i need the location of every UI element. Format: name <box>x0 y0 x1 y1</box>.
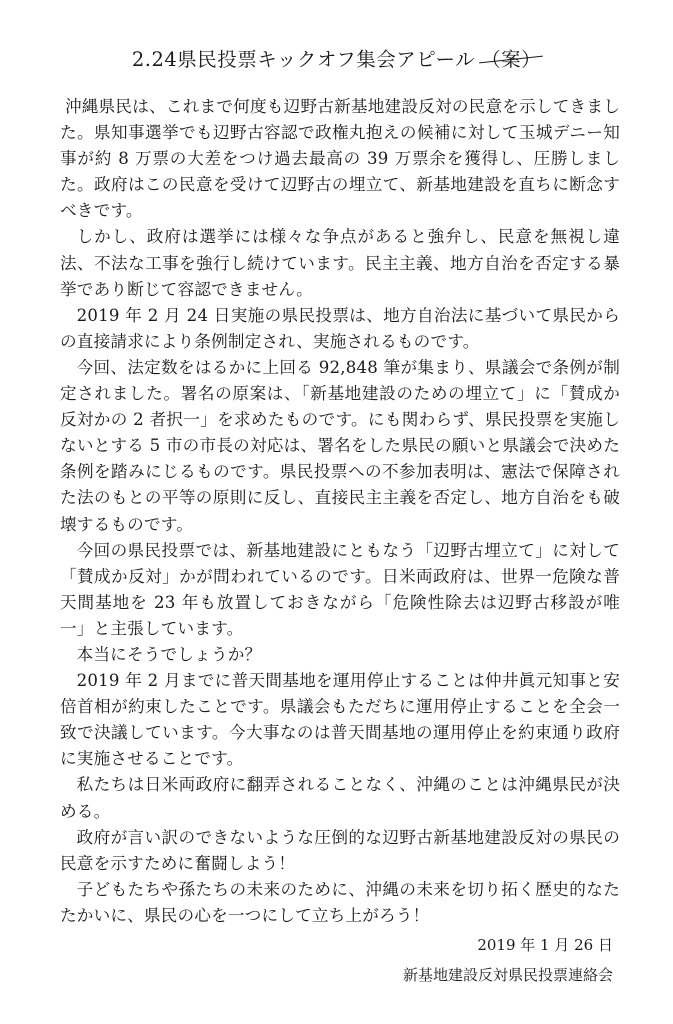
signature-block <box>403 930 613 990</box>
document-body <box>60 94 620 929</box>
paragraph: 2019 年 2 月 24 日実施の県民投票は、地方自治法に基づいて県民からの直接請求により条例制定され、実施されるものです。 <box>60 305 620 351</box>
paragraph: 沖縄県民は、これまで何度も辺野古新基地建設反対の民意を示してきました。県知事選挙でも辺野古容認で政権丸抱えの候補に対して玉城デニー知事が約 8 万票の大差をつけ過去最高の 39 万票余を獲得し、圧勝しました。政府はこの民意を受けて辺野古の埋立て、新基地建設を直ちに断念すべきです。 <box>60 97 620 221</box>
paragraph: 私たちは日米両政府に翻弄されることなく、沖縄のことは沖縄県民が決める。 <box>60 775 620 821</box>
paragraph: 2019 年 2 月までに普天間基地を運用停止することは仲井眞元知事と安倍首相が約束したことです。県議会もただちに運用停止することを全会一致で決議しています。今大事なのは普天間基地の運用停止を約束通り政府に実施させることです。 <box>60 671 620 769</box>
paragraph: 政府が言い訳のできないような圧倒的な辺野古新基地建設反対の県民の民意を示すために奮闘しよう！ <box>60 827 620 873</box>
paragraph: 本当にそうでしょうか？ <box>76 644 262 664</box>
issuing-organization: 新基地建設反対県民投票連絡会 <box>402 966 613 984</box>
paragraph: 今回、法定数をはるかに上回る 92,848 筆が集まり、県議会で条例が制定されました。署名の原案は、「新基地建設のための埋立て」に「賛成か反対かの 2 者択一」を求めたものです。にも関わらず、県民投票を実施しないとする 5 市の市長の対応は、署名をした県民の願いと県議会で決めた条例を踏みにじるものです。県民投票への不参加表明は、憲法で保障された法のもとの平等の原則に反し、直接民主主義を否定し、地方自治をも破壊するものです。 <box>60 357 620 534</box>
document-title: 2.24県民投票キックオフ集会アピール <box>131 48 476 71</box>
paragraph: しかし、政府は選挙には様々な争点があると強弁し、民意を無視し違法、不法な工事を強行し続けています。民主主義、地方自治を否定する暴挙であり断じて容認できません。 <box>60 227 620 299</box>
draft-mark-struck: （案） <box>481 44 541 72</box>
paragraph: 子どもたちや孫たちの未来のために、沖縄の未来を切り拓く歴史的なたたかいに、県民の心を一つにして立ち上がろう！ <box>60 879 620 925</box>
document-title-row <box>0 44 673 72</box>
document-date: 2019 年 1 月 26 日 <box>477 936 613 954</box>
paragraph: 今回の県民投票では、新基地建設にともなう「辺野古埋立て」に対して「賛成か反対」かが問われているのです。日米両政府は、世界一危険な普天間基地を 23 年も放置しておきながら「危険性除去は辺野古移設が唯一」と主張しています。 <box>60 540 620 638</box>
